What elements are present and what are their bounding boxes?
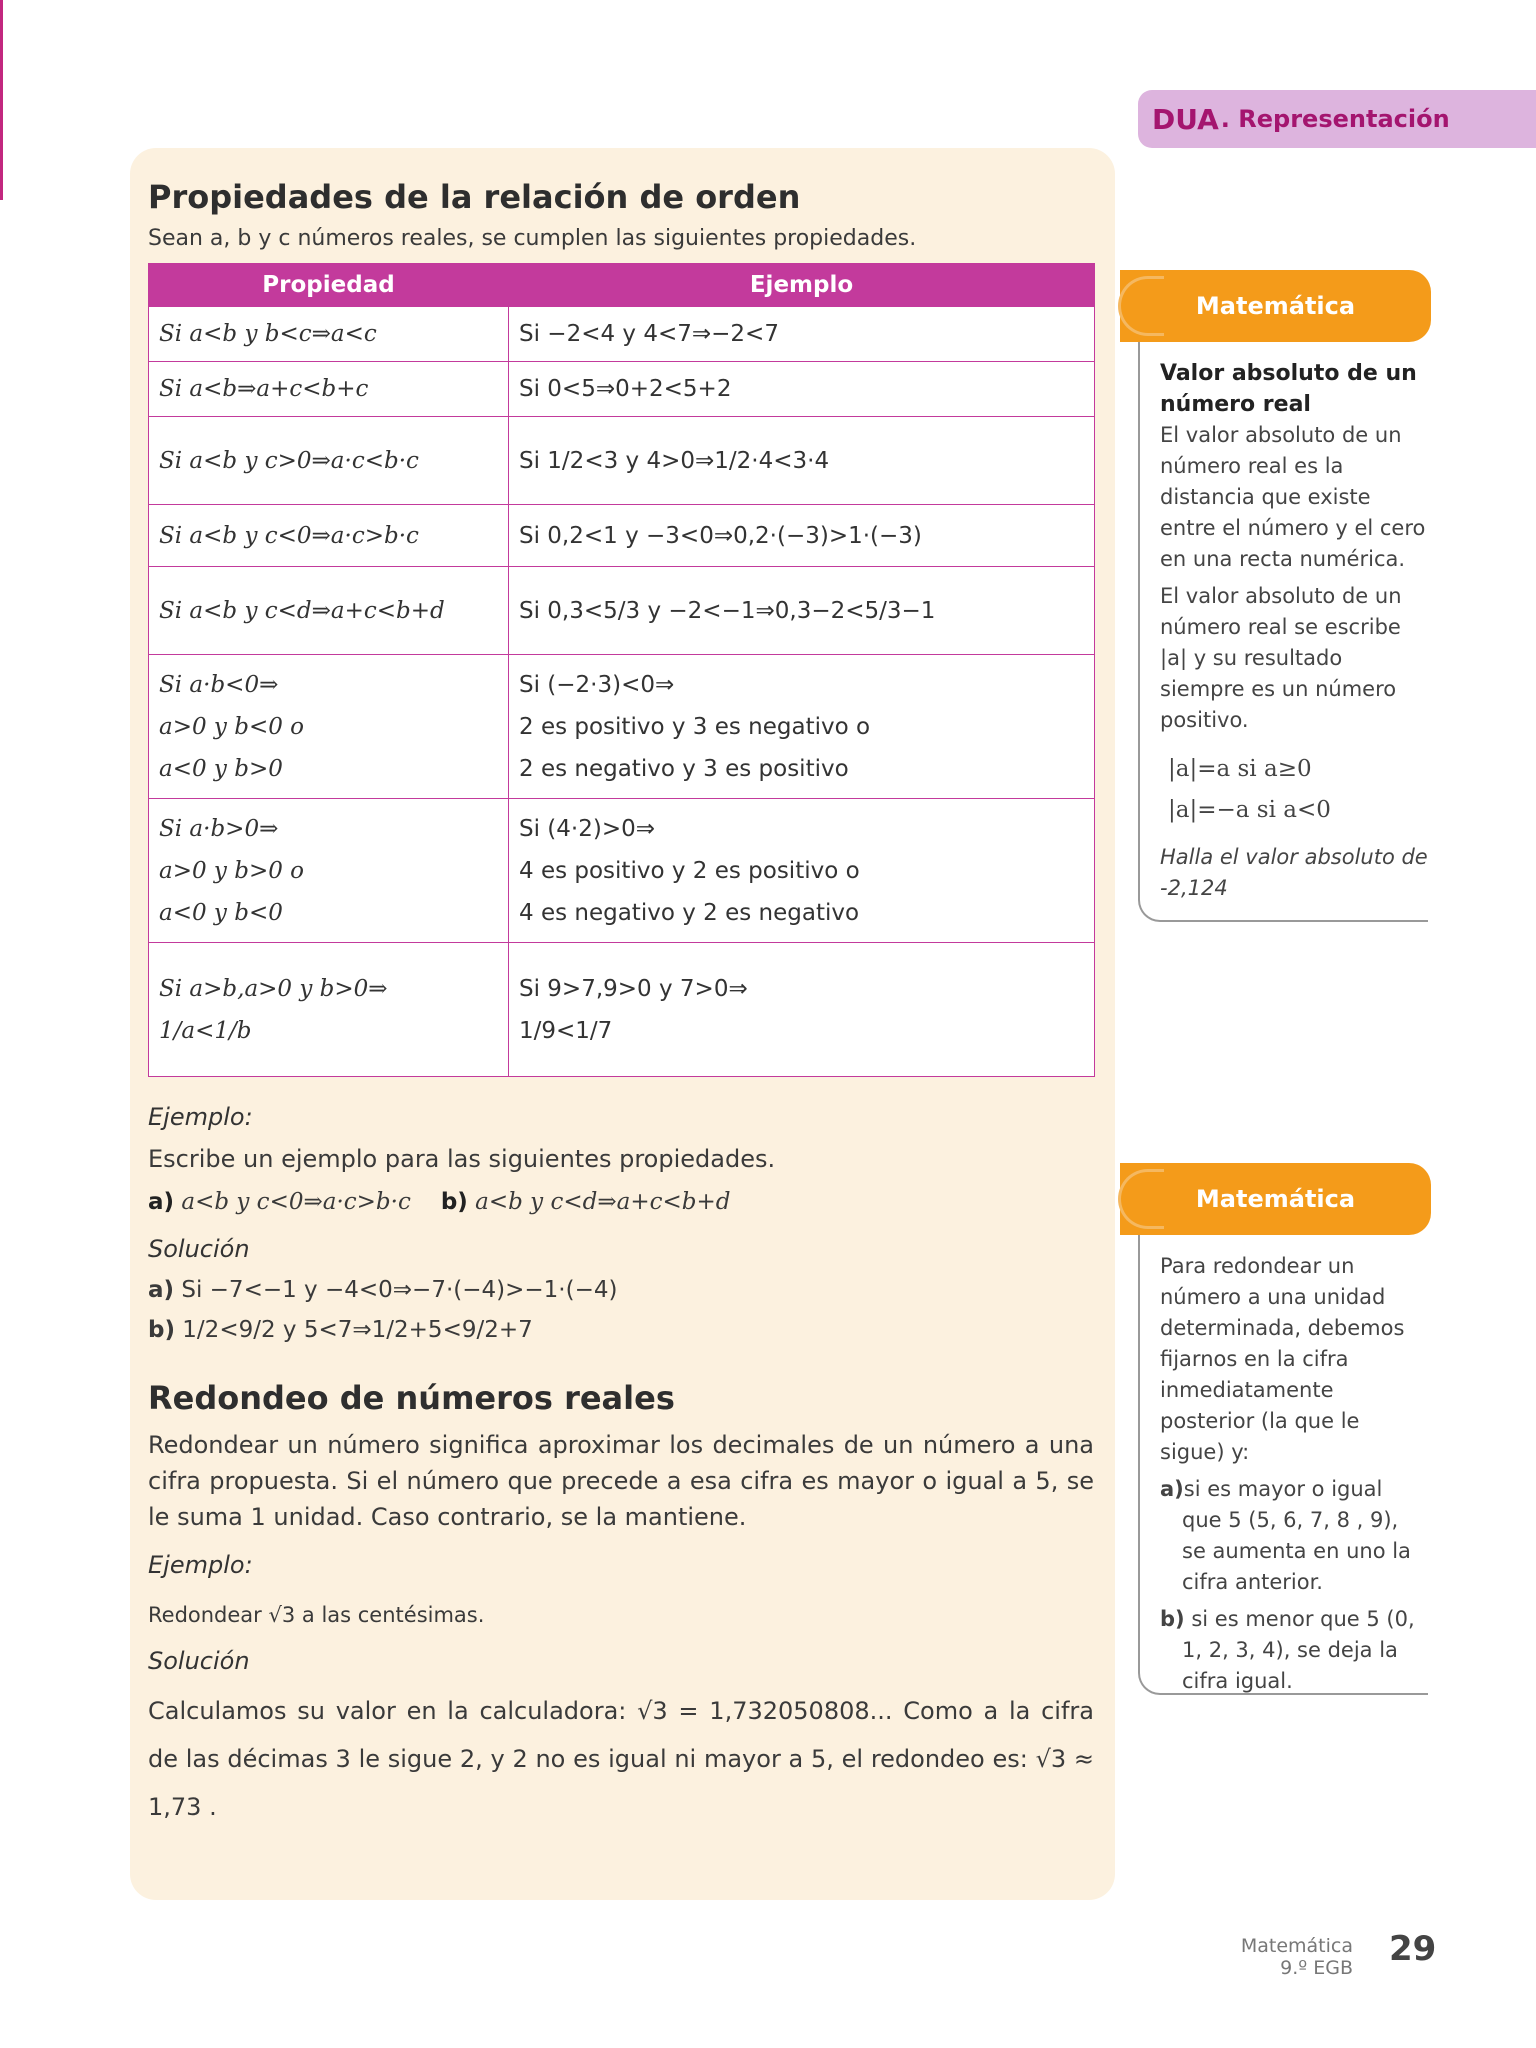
- rounding-solution-heading: Solución: [148, 1647, 250, 1675]
- example-cell: Si (4·2)>0⇒ 4 es positivo y 2 es positivo o 4 es negativo y 2 es negativo: [509, 799, 1095, 943]
- page-number: 29: [1389, 1929, 1437, 1969]
- example-text: Escribe un ejemplo para las siguientes propiedades.: [148, 1145, 776, 1173]
- tab-hook-icon: [1118, 276, 1164, 336]
- property-cell: Si a·b>0⇒ a>0 y b>0 o a<0 y b<0: [149, 799, 509, 943]
- table-row: [149, 943, 1095, 1077]
- dua-header-bar: [1138, 90, 1536, 148]
- rounding-example-heading: Ejemplo:: [148, 1551, 253, 1579]
- section-title-redondeo: Redondeo de números reales: [148, 1379, 675, 1417]
- sidebar-item-a: a)si es mayor o igual que 5 (5, 6, 7, 8 , 9), se aumenta en uno la cifra anterior.: [1160, 1477, 1411, 1594]
- sidebar-hint: Halla el valor absoluto de -2,124: [1160, 845, 1428, 900]
- example-cell: Si 0<5⇒0+2<5+2: [509, 362, 1095, 417]
- sidebar-title: Valor absoluto de un número real: [1160, 361, 1417, 417]
- table-row: [149, 799, 1095, 943]
- footer-subject: [1241, 1935, 1353, 1979]
- table-row: [149, 417, 1095, 505]
- rounding-body: Redondear un número significa aproximar los decimales de un número a una cifra propuesta. Si el número que precede a esa cifra es mayor o igual a 5, se le suma 1 unidad. Caso contrario, se la mantiene.: [148, 1431, 1094, 1531]
- dua-suffix: . Representación: [1220, 105, 1450, 133]
- property-cell: Si a·b<0⇒ a>0 y b<0 o a<0 y b>0: [149, 655, 509, 799]
- table-row: [149, 655, 1095, 799]
- property-cell: Si a>b,a>0 y b>0⇒ 1/a<1/b: [149, 943, 509, 1077]
- sidebar-paragraph: El valor absoluto de un número real es la distancia que existe entre el número y el cero en una recta numérica.: [1160, 423, 1426, 571]
- table-row: [149, 307, 1095, 362]
- property-cell: Si a<b⇒a+c<b+c: [149, 362, 509, 417]
- property-cell: Si a<b y c<0⇒a·c>b·c: [149, 505, 509, 567]
- section-title-orden: Propiedades de la relación de orden: [148, 178, 801, 216]
- tab-hook-icon: [1118, 1169, 1164, 1229]
- solution-heading: Solución: [148, 1235, 250, 1263]
- example-cell: Si −2<4 y 4<7⇒−2<7: [509, 307, 1095, 362]
- rounding-example-text: Redondear √3 a las centésimas.: [148, 1603, 485, 1627]
- table-row: [149, 505, 1095, 567]
- sidebar-paragraph: El valor absoluto de un número real se escribe |a| y su resultado siempre es un número positivo.: [1160, 584, 1402, 732]
- section-intro: Sean a, b y c números reales, se cumplen las siguientes propiedades.: [148, 226, 917, 251]
- example-cell: Si (−2·3)<0⇒ 2 es positivo y 3 es negativo o 2 es negativo y 3 es positivo: [509, 655, 1095, 799]
- rounding-solution-text: Calculamos su valor en la calculadora: √3 = 1,732050808... Como a la cifra de las décimas 3 le sigue 2, y 2 no es igual ni mayor a 5, el redondeo es: √3 ≈ 1,73 .: [148, 1697, 1094, 1821]
- sidebar-paragraph: Para redondear un número a una unidad determinada, debemos fijarnos en la cifra inmediatamente posterior (la que le sigue) y:: [1160, 1254, 1405, 1464]
- page-edge-line: [0, 0, 3, 200]
- example-item-a: a) a<b y c<0⇒a·c>b·c: [148, 1189, 411, 1215]
- example-cell: Si 0,2<1 y −3<0⇒0,2·(−3)>1·(−3): [509, 505, 1095, 567]
- example-items: [148, 1189, 1094, 1215]
- example-cell: Si 9>7,9>0 y 7>0⇒ 1/9<1/7: [509, 943, 1095, 1077]
- example-cell: Si 1/2<3 y 4>0⇒1/2·4<3·4: [509, 417, 1095, 505]
- header-ejemplo: Ejemplo: [509, 264, 1095, 307]
- dua-label: DUA: [1152, 102, 1219, 136]
- header-propiedad: Propiedad: [149, 264, 509, 307]
- property-cell: Si a<b y c>0⇒a·c<b·c: [149, 417, 509, 505]
- footer-grade: 9.º EGB: [1280, 1957, 1353, 1979]
- example-heading: Ejemplo:: [148, 1103, 253, 1131]
- solution-a: a) Si −7<−1 y −4<0⇒−7·(−4)>−1·(−4): [148, 1277, 618, 1303]
- main-content-panel: [130, 148, 1115, 1900]
- table-row: [149, 362, 1095, 417]
- properties-table: [148, 263, 1095, 1077]
- sidebar-tab-matematica: [1120, 1163, 1431, 1235]
- property-cell: Si a<b y b<c⇒a<c: [149, 307, 509, 362]
- formula-positive: |a|=a si a≥0: [1168, 756, 1312, 782]
- example-cell: Si 0,3<5/3 y −2<−1⇒0,3−2<5/3−1: [509, 567, 1095, 655]
- table-header-row: [149, 264, 1095, 307]
- sidebar-absolute-value: [1138, 342, 1428, 922]
- solution-b: b) 1/2<9/2 y 5<7⇒1/2+5<9/2+7: [148, 1317, 533, 1343]
- sidebar-tab-matematica: [1120, 270, 1431, 342]
- sidebar-rounding: [1138, 1235, 1428, 1695]
- sidebar-item-b: b) si es menor que 5 (0, 1, 2, 3, 4), se deja la cifra igual.: [1160, 1607, 1415, 1693]
- property-cell: Si a<b y c<d⇒a+c<b+d: [149, 567, 509, 655]
- table-row: [149, 567, 1095, 655]
- sidebar-tab-label: Matemática: [1195, 292, 1356, 320]
- example-item-b: b) a<b y c<d⇒a+c<b+d: [440, 1189, 731, 1215]
- footer-subject-name: Matemática: [1240, 1935, 1353, 1957]
- sidebar-tab-label: Matemática: [1195, 1185, 1356, 1213]
- formula-negative: |a|=−a si a<0: [1168, 797, 1331, 823]
